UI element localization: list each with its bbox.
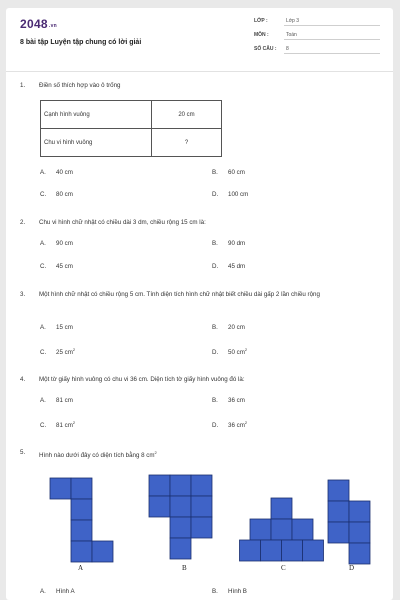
question-number: 1. (20, 82, 26, 89)
option-letter: B. (212, 324, 218, 331)
unit-square (149, 496, 170, 517)
option-text: Hình A (56, 588, 75, 595)
option-text: 45 cm (56, 263, 73, 270)
unit-square (50, 478, 71, 499)
unit-square (292, 519, 313, 540)
worksheet-header (6, 8, 393, 72)
unit-square (328, 501, 349, 522)
question-number: 5. (20, 449, 26, 456)
unit-square (71, 499, 92, 520)
figure-c (240, 498, 324, 561)
unit-squares (50, 475, 370, 564)
option-sup: 2 (72, 347, 76, 352)
option-letter: C. (40, 422, 47, 430)
logo-text: 2048 (20, 17, 48, 31)
option-letter: A. (40, 169, 46, 176)
option-5a[interactable] (40, 588, 75, 595)
option-3d[interactable] (212, 347, 247, 356)
option-3a[interactable] (40, 324, 73, 331)
unit-square (191, 517, 212, 538)
option-letter: A. (40, 240, 46, 247)
question-5-figures (6, 8, 393, 600)
unit-square (271, 498, 292, 519)
table-row (41, 101, 222, 129)
option-4a[interactable] (40, 397, 73, 404)
unit-square (71, 541, 92, 562)
unit-square (170, 475, 191, 496)
page-title: 8 bài tập Luyện tập chung có lời giải (20, 39, 142, 46)
option-text: 60 cm (228, 169, 245, 176)
option-1d[interactable] (212, 191, 248, 198)
option-1b[interactable] (212, 169, 245, 176)
option-text: 100 cm (228, 191, 249, 198)
option-text: 36 cm (228, 397, 245, 404)
option-letter: B. (212, 169, 218, 176)
option-letter: A. (40, 588, 46, 595)
option-text: 40 cm (56, 169, 73, 176)
option-letter: C. (40, 263, 47, 270)
figure-label-d: D (349, 564, 355, 572)
option-letter: A. (40, 397, 46, 404)
option-letter: B. (212, 397, 218, 404)
question-text: Điền số thích hợp vào ô trống (39, 82, 121, 89)
option-text: 90 dm (228, 240, 246, 247)
unit-square (191, 475, 212, 496)
worksheet-page (6, 8, 393, 600)
figure-b (149, 475, 212, 559)
option-letter: B. (212, 240, 218, 247)
option-2d[interactable] (212, 263, 245, 270)
unit-square (191, 496, 212, 517)
unit-square (170, 517, 191, 538)
question-number: 3. (20, 291, 26, 298)
figure-label-a: A (78, 564, 84, 572)
option-4c[interactable] (40, 420, 75, 429)
option-sup: 2 (72, 420, 76, 425)
option-1c[interactable] (40, 191, 73, 198)
unit-square (240, 540, 261, 561)
option-text: 81 cm (56, 422, 73, 430)
unit-square (328, 480, 349, 501)
figure-a (50, 478, 113, 562)
question-text-main: Hình nào dưới đây có diện tích bằng 8 cm (39, 452, 155, 460)
option-text: 50 cm (228, 349, 245, 357)
unit-square (349, 522, 370, 543)
question-text-sup: 2 (154, 450, 157, 455)
option-letter: D. (212, 263, 219, 270)
option-text: Hình B (228, 588, 247, 595)
meta-value: 8 (284, 45, 380, 54)
table-cell: 20 cm (152, 101, 222, 129)
unit-square (271, 519, 292, 540)
unit-square (170, 538, 191, 559)
option-5b[interactable] (212, 588, 247, 595)
option-letter: C. (40, 191, 47, 198)
option-sup: 2 (244, 347, 248, 352)
unit-square (71, 520, 92, 541)
table-cell: Cạnh hình vuông (41, 101, 152, 129)
meta-label: MÔN : (254, 32, 269, 38)
meta-value: Toán (284, 31, 380, 40)
option-3b[interactable] (212, 324, 245, 331)
question-number: 4. (20, 376, 26, 383)
unit-square (282, 540, 303, 561)
meta-label: SỐ CÂU : (254, 46, 277, 52)
question-text: Một tờ giấy hình vuông có chu vi 36 cm. Diện tích tờ giấy hình vuông đó là: (39, 376, 245, 383)
option-4d[interactable] (212, 420, 247, 429)
site-logo[interactable] (20, 17, 57, 31)
figure-label-b: B (182, 564, 187, 572)
question-number: 2. (20, 219, 26, 226)
figure-d (328, 480, 370, 564)
unit-square (92, 541, 113, 562)
option-text: 20 cm (228, 324, 245, 331)
question-text: Chu vi hình chữ nhật có chiều dài 3 dm, chiều rộng 15 cm là: (39, 219, 206, 226)
option-text: 45 dm (228, 263, 246, 270)
option-letter: C. (40, 349, 47, 357)
figure-label-c: C (281, 564, 286, 572)
unit-square (71, 478, 92, 499)
unit-square (250, 519, 271, 540)
table-cell: Chu vi hình vuông (41, 129, 152, 157)
unit-square (170, 496, 191, 517)
option-letter: D. (212, 349, 219, 357)
unit-square (349, 501, 370, 522)
option-2c[interactable] (40, 263, 73, 270)
table-cell: ? (152, 129, 222, 157)
question-text: Một hình chữ nhật có chiều rộng 5 cm. Tính diện tích hình chữ nhật biết chiều dài gấp 2 lần chiều rộng (39, 291, 320, 298)
option-text: 25 cm (56, 349, 73, 357)
question-1-table (40, 100, 222, 157)
option-letter: A. (40, 324, 46, 331)
option-letter: D. (212, 191, 219, 198)
option-letter: B. (212, 588, 218, 595)
option-text: 81 cm (56, 397, 73, 404)
option-letter: D. (212, 422, 219, 430)
meta-label: LỚP : (254, 18, 268, 24)
option-text: 15 cm (56, 324, 73, 331)
unit-square (261, 540, 282, 561)
option-4b[interactable] (212, 397, 245, 404)
option-text: 90 cm (56, 240, 73, 247)
logo-tld: .vn (48, 23, 58, 29)
option-text: 36 cm (228, 422, 245, 430)
question-text (39, 448, 369, 461)
option-2a[interactable] (40, 240, 73, 247)
unit-square (149, 475, 170, 496)
table-row (41, 129, 222, 157)
unit-square (303, 540, 324, 561)
option-2b[interactable] (212, 240, 245, 247)
option-text: 80 cm (56, 191, 73, 198)
option-sup: 2 (244, 420, 248, 425)
unit-square (328, 522, 349, 543)
meta-value: Lớp 3 (284, 17, 380, 26)
option-1a[interactable] (40, 169, 73, 176)
unit-square (349, 543, 370, 564)
option-3c[interactable] (40, 347, 75, 356)
